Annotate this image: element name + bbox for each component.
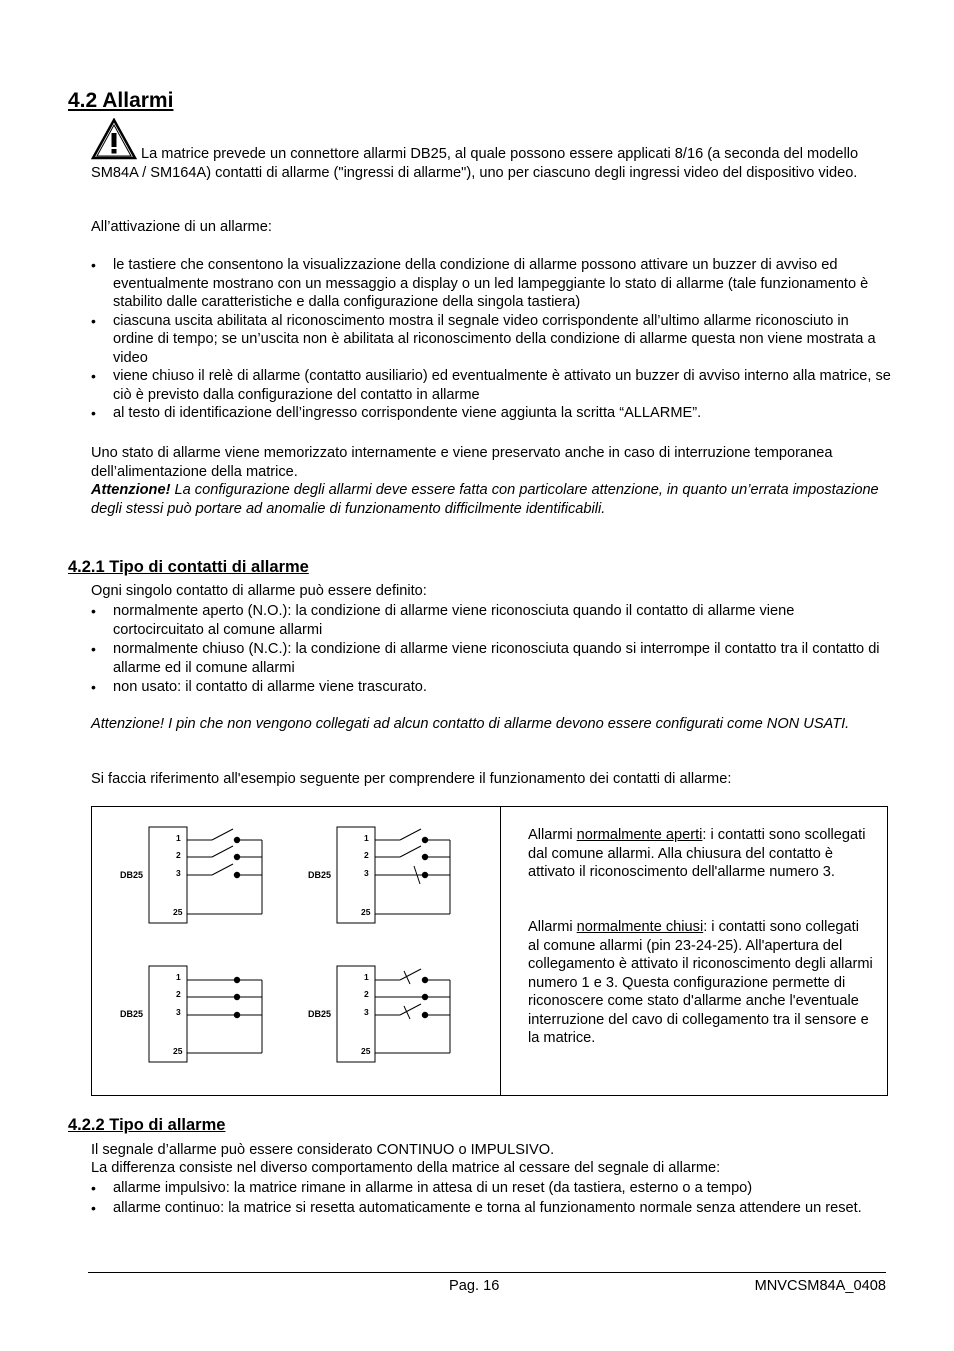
contacts-lead: Ogni singolo contatto di allarme può essere definito:: [91, 583, 427, 599]
pin-1: 1: [176, 972, 181, 982]
list-item: • non usato: il contatto di allarme viene trascurato.: [91, 678, 886, 697]
pin-3: 3: [364, 868, 369, 878]
pin-2: 2: [176, 989, 181, 999]
unused-pins-warning: Attenzione! I pin che non vengono collegati ad alcun contatto di allarme devono essere configurati come NON USATI.: [91, 716, 850, 732]
warning-note: [91, 481, 891, 518]
intro-paragraph: La matrice prevede un connettore allarmi DB25, al quale possono essere applicati 8/16 (a seconda del modello SM84A / SM164A) contatti di allarme ("ingressi di allarme"), uno per ciascuno degli ingressi video del dispositivo video.: [91, 146, 859, 181]
list-item: • ciascuna uscita abilitata al riconoscimento mostra il segnale video corrispondente all’ultimo allarme riconosciuto in ordine di tempo; se un’uscita non è abilitata al riconoscimento della condizione di allarme questa non viene mostrata a video: [91, 312, 891, 368]
db25-wiring-diagram: [92, 807, 500, 1095]
alarm-type-line1: Il segnale d’allarme può essere considerato CONTINUO o IMPULSIVO.: [91, 1142, 555, 1158]
pin-25: 25: [361, 907, 371, 917]
pin-3: 3: [176, 868, 181, 878]
list-item: • le tastiere che consentono la visualizzazione della condizione di allarme possono attivare un buzzer di avviso ed eventualmente mostrano con un messaggio a display o un led lampeggiante lo stato di allarme (tale funzionamento è stabilito dalle caratteristiche e dalla configurazione della singola tastiera): [91, 256, 891, 312]
list-item: • allarme impulsivo: la matrice rimane in allarme in attesa di un reset (da tastiera, esterno o a tempo): [91, 1179, 886, 1198]
connector-label: DB25: [308, 870, 332, 880]
alarm-type-list: [91, 1179, 886, 1217]
memory-note: Uno stato di allarme viene memorizzato internamente e viene preservato anche in caso di interruzione temporanea dell’alimentazione della matrice.: [91, 445, 833, 480]
connector-label: DB25: [120, 1009, 144, 1019]
subsection-title-contacts: 4.2.1 Tipo di contatti di allarme: [68, 558, 309, 576]
pin-1: 1: [364, 833, 369, 843]
alarm-type-line2: La differenza consiste nel diverso comportamento della matrice al cessare del segnale di allarme:: [91, 1160, 721, 1176]
pin-25: 25: [173, 907, 183, 917]
diagram-nc-bottom-left: [120, 966, 262, 1062]
activation-lead: All’attivazione di un allarme:: [91, 219, 272, 235]
list-item: • al testo di identificazione dell’ingresso corrispondente viene aggiunta la scritta “ALLARME”.: [91, 404, 891, 423]
pin-1: 1: [176, 833, 181, 843]
box-divider: [500, 807, 501, 1095]
pin-25: 25: [361, 1046, 371, 1056]
pin-3: 3: [364, 1007, 369, 1017]
pin-3: 3: [176, 1007, 181, 1017]
footer-document-code: MNVCSM84A_0408: [754, 1278, 886, 1294]
term-normally-open: normalmente aperti: [576, 827, 703, 843]
example-lead: Si faccia riferimento all'esempio seguente per comprendere il funzionamento dei contatti di allarme:: [91, 771, 732, 787]
explain-normally-closed: Allarmi normalmente chiusi: i contatti sono collegati al comune allarmi (pin 23-24-25). All'apertura del collegamento è attivato il riconoscimento degli allarmi numero 1 e 3. Questa configurazione permette di riconoscere come stato d'allarme anche l'eventuale interruzione del cavo di collegamento tra il sensore e la matrice.: [528, 919, 873, 1046]
pin-2: 2: [364, 989, 369, 999]
contacts-list: [91, 602, 886, 697]
diagram-no-top-right: [308, 827, 450, 923]
term-normally-closed: normalmente chiusi: [576, 919, 704, 935]
pin-2: 2: [176, 850, 181, 860]
pin-2: 2: [364, 850, 369, 860]
subsection-title-alarm-type: 4.2.2 Tipo di allarme: [68, 1116, 226, 1134]
list-item: • normalmente chiuso (N.C.): la condizione di allarme viene riconosciuta quando si interrompe il contatto tra il contatto di allarme ed il comune allarmi: [91, 640, 886, 677]
diagram-no-top-left: [120, 827, 262, 923]
list-item: • allarme continuo: la matrice si resetta automaticamente e torna al funzionamento normale senza attendere un reset.: [91, 1199, 886, 1218]
connector-label: DB25: [308, 1009, 332, 1019]
warning-text: La configurazione degli allarmi deve essere fatta con particolare attenzione, in quanto un’errata impostazione degli stessi può portare ad anomalie di funzionamento difficilmente identificabili.: [91, 482, 879, 517]
warning-label: Attenzione!: [91, 482, 171, 498]
diagram-nc-bottom-right: [308, 966, 450, 1062]
footer-page-number: Pag. 16: [449, 1278, 500, 1294]
list-item: • normalmente aperto (N.O.): la condizione di allarme viene riconosciuta quando il contatto di allarme viene cortocircuitato al comune allarmi: [91, 602, 886, 639]
footer-rule: [88, 1272, 886, 1273]
explain-normally-open: Allarmi normalmente aperti: i contatti sono scollegati dal comune allarmi. Alla chiusura del contatto è attivato il riconoscimento dell'allarme numero 3.: [528, 827, 866, 880]
connector-label: DB25: [120, 870, 144, 880]
list-item: • viene chiuso il relè di allarme (contatto ausiliario) ed eventualmente è attivato un buzzer di avviso interno alla matrice, se ciò è previsto dalla configurazione del contatto in allarme: [91, 367, 891, 404]
activation-list: [91, 256, 891, 423]
section-title: 4.2 Allarmi: [68, 89, 174, 112]
alarm-example-box: [91, 806, 888, 1096]
pin-25: 25: [173, 1046, 183, 1056]
pin-1: 1: [364, 972, 369, 982]
